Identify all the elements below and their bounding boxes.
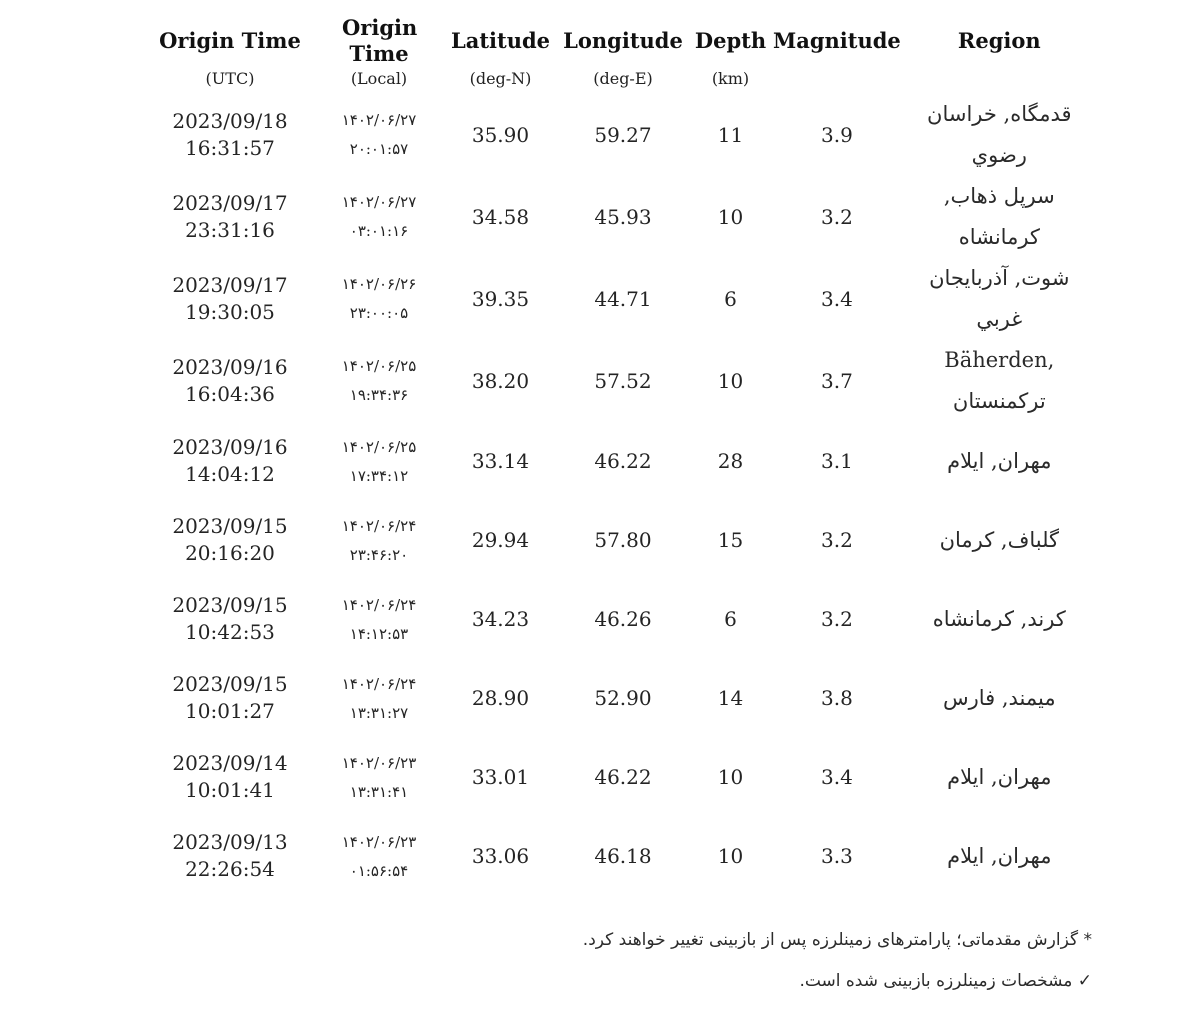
local-time: ۱۹:۳۴:۳۶	[349, 386, 409, 405]
local-date: ۱۴۰۲/۰۶/۲۳	[341, 832, 417, 851]
magnitude-cell: 3.8	[820, 686, 853, 710]
column-header-magnitude	[773, 10, 901, 94]
local-time-cell	[315, 176, 443, 258]
depth-cell: 14	[717, 686, 744, 710]
utc-date: 2023/09/15	[172, 593, 288, 617]
local-time-cell	[315, 340, 443, 422]
local-time: ۰۳:۰۱:۱۶	[349, 222, 409, 241]
local-time-cell	[315, 258, 443, 340]
longitude-cell: 46.22	[594, 449, 652, 473]
utc-time-cell	[145, 580, 315, 659]
region-cell	[901, 501, 1098, 580]
table-row	[145, 738, 1098, 817]
local-time: ۱۷:۳۴:۱۲	[349, 466, 409, 485]
utc-time: 16:04:36	[185, 381, 275, 406]
latitude-cell: 35.90	[471, 122, 530, 147]
reviewed-note: ✓ مشخصات زمینلرزه بازبینی شده است.	[799, 970, 1092, 991]
utc-time-cell	[145, 258, 315, 340]
header-label: Region	[957, 27, 1041, 53]
longitude-cell: 44.71	[594, 286, 652, 311]
utc-time-cell	[145, 94, 315, 176]
region-text: مهران, ايلام	[947, 764, 1052, 789]
table-body	[145, 94, 1098, 896]
table-row	[145, 340, 1098, 422]
preliminary-report-note: * گزارش مقدماتی؛ پارامترهای زمینلرزه پس از بازبینی تغییر خواهند کرد.	[582, 929, 1092, 950]
utc-date: 2023/09/16	[172, 354, 288, 379]
utc-time: 22:26:54	[185, 857, 275, 881]
table-row	[145, 501, 1098, 580]
region-text: مهران, ايلام	[947, 448, 1052, 473]
depth-cell: 11	[717, 122, 744, 147]
region-cell	[901, 580, 1098, 659]
header-label: Longitude	[563, 27, 683, 53]
utc-time: 10:01:41	[185, 778, 275, 802]
magnitude-cell: 3.9	[820, 122, 853, 147]
local-time-cell	[315, 501, 443, 580]
local-date: ۱۴۰۲/۰۶/۲۵	[341, 437, 417, 456]
table-row	[145, 258, 1098, 340]
magnitude-cell: 3.2	[820, 607, 853, 631]
region-cell	[901, 258, 1098, 340]
depth-cell: 10	[717, 204, 744, 229]
header-unit	[901, 69, 1098, 91]
region-text: كرند, كرمانشاه	[932, 606, 1066, 631]
longitude-cell: 45.93	[594, 204, 652, 229]
local-date: ۱۴۰۲/۰۶/۲۷	[341, 193, 417, 212]
local-time: ۱۳:۳۱:۲۷	[349, 703, 409, 722]
latitude-cell: 33.14	[471, 449, 530, 473]
region-cell	[901, 94, 1098, 176]
footer-notes	[0, 930, 1200, 991]
magnitude-cell: 3.4	[820, 765, 853, 789]
column-header-region	[901, 10, 1098, 94]
utc-time: 14:04:12	[185, 462, 275, 486]
local-time-cell	[315, 422, 443, 501]
local-time: ۲۳:۰۰:۰۵	[349, 304, 409, 323]
latitude-cell: 33.01	[471, 765, 530, 789]
magnitude-cell: 3.7	[820, 368, 853, 393]
utc-time: 10:01:27	[185, 699, 275, 723]
utc-time: 16:31:57	[185, 135, 275, 160]
local-time-cell	[315, 659, 443, 738]
depth-cell: 10	[717, 844, 744, 868]
header-row	[145, 10, 1098, 94]
local-date: ۱۴۰۲/۰۶/۲۴	[341, 516, 417, 535]
region-text: گلباف, كرمان	[939, 527, 1060, 552]
column-header-depth	[688, 10, 773, 94]
header-label: Latitude	[450, 27, 551, 53]
column-header-latitude	[443, 10, 558, 94]
header-unit: (deg-E)	[593, 69, 653, 88]
utc-date: 2023/09/14	[172, 751, 288, 775]
local-date: ۱۴۰۲/۰۶/۲۷	[341, 111, 417, 130]
local-time: ۱۴:۱۲:۵۳	[349, 624, 409, 643]
region-text: Bäherden, تركمنستان	[944, 347, 1055, 413]
local-time-cell	[315, 817, 443, 896]
utc-time-cell	[145, 176, 315, 258]
latitude-cell: 39.35	[471, 286, 530, 311]
header-unit	[773, 69, 901, 91]
utc-date: 2023/09/15	[172, 514, 288, 538]
magnitude-cell: 3.2	[820, 204, 853, 229]
region-text: مهران, ايلام	[947, 843, 1052, 868]
utc-time-cell	[145, 659, 315, 738]
utc-time: 23:31:16	[185, 217, 275, 242]
latitude-cell: 33.06	[471, 844, 530, 868]
local-date: ۱۴۰۲/۰۶/۲۶	[341, 275, 417, 294]
utc-date: 2023/09/18	[172, 108, 288, 133]
utc-date: 2023/09/17	[172, 272, 288, 297]
magnitude-cell: 3.2	[820, 528, 853, 552]
earthquake-table	[145, 10, 1098, 896]
utc-date: 2023/09/13	[172, 830, 288, 854]
region-cell	[901, 817, 1098, 896]
latitude-cell: 29.94	[471, 528, 530, 552]
latitude-cell: 28.90	[471, 686, 530, 710]
header-label: Depth	[694, 27, 767, 53]
depth-cell: 6	[724, 607, 737, 631]
table-row	[145, 659, 1098, 738]
longitude-cell: 57.52	[594, 368, 652, 393]
region-cell	[901, 340, 1098, 422]
header-unit: (UTC)	[205, 69, 255, 88]
depth-cell: 6	[724, 286, 737, 311]
header-unit: (km)	[711, 69, 750, 88]
region-cell	[901, 176, 1098, 258]
region-cell	[901, 659, 1098, 738]
column-header-longitude	[558, 10, 688, 94]
longitude-cell: 52.90	[594, 686, 652, 710]
header-unit: (Local)	[350, 69, 408, 88]
local-time-cell	[315, 94, 443, 176]
utc-time-cell	[145, 340, 315, 422]
table-row	[145, 94, 1098, 176]
utc-date: 2023/09/15	[172, 672, 288, 696]
table-row	[145, 580, 1098, 659]
header-unit: (deg-N)	[469, 69, 532, 88]
depth-cell: 10	[717, 368, 744, 393]
header-label: Magnitude	[773, 27, 901, 53]
longitude-cell: 46.18	[594, 844, 652, 868]
utc-time: 20:16:20	[185, 541, 275, 565]
latitude-cell: 34.58	[471, 204, 530, 229]
local-date: ۱۴۰۲/۰۶/۲۳	[341, 753, 417, 772]
local-date: ۱۴۰۲/۰۶/۲۴	[341, 674, 417, 693]
local-date: ۱۴۰۲/۰۶/۲۴	[341, 595, 417, 614]
utc-time: 10:42:53	[185, 620, 275, 644]
latitude-cell: 34.23	[471, 607, 530, 631]
header-label: Origin Time	[159, 27, 301, 53]
depth-cell: 28	[717, 449, 744, 473]
local-time: ۰۱:۵۶:۵۴	[349, 861, 409, 880]
local-time: ۲۰:۰۱:۵۷	[349, 140, 409, 159]
region-cell	[901, 738, 1098, 817]
utc-date: 2023/09/17	[172, 190, 288, 215]
utc-time-cell	[145, 738, 315, 817]
utc-time-cell	[145, 422, 315, 501]
longitude-cell: 57.80	[594, 528, 652, 552]
region-text: سرپل ذهاب, كرمانشاه	[943, 183, 1055, 249]
table-row	[145, 422, 1098, 501]
local-time: ۱۳:۳۱:۴۱	[349, 782, 409, 801]
utc-time: 19:30:05	[185, 299, 275, 324]
local-time: ۲۳:۴۶:۲۰	[349, 545, 409, 564]
latitude-cell: 38.20	[471, 368, 530, 393]
magnitude-cell: 3.3	[820, 844, 853, 868]
longitude-cell: 59.27	[594, 122, 652, 147]
region-cell	[901, 422, 1098, 501]
region-text: ميمند, فارس	[942, 685, 1056, 710]
utc-date: 2023/09/16	[172, 435, 288, 459]
column-header-origin-time-utc	[145, 10, 315, 94]
local-date: ۱۴۰۲/۰۶/۲۵	[341, 357, 417, 376]
longitude-cell: 46.26	[594, 607, 652, 631]
region-text: شوت, آذربايجان غربي	[929, 265, 1070, 331]
magnitude-cell: 3.1	[820, 449, 853, 473]
table-row	[145, 176, 1098, 258]
header-label: Origin Time	[342, 14, 418, 66]
depth-cell: 15	[717, 528, 744, 552]
region-text: قدمگاه, خراسان رضوي	[927, 102, 1072, 167]
utc-time-cell	[145, 501, 315, 580]
utc-time-cell	[145, 817, 315, 896]
table-header	[145, 10, 1098, 94]
column-header-origin-time-local	[315, 10, 443, 94]
magnitude-cell: 3.4	[820, 286, 853, 311]
local-time-cell	[315, 580, 443, 659]
depth-cell: 10	[717, 765, 744, 789]
table-row	[145, 817, 1098, 896]
local-time-cell	[315, 738, 443, 817]
longitude-cell: 46.22	[594, 765, 652, 789]
